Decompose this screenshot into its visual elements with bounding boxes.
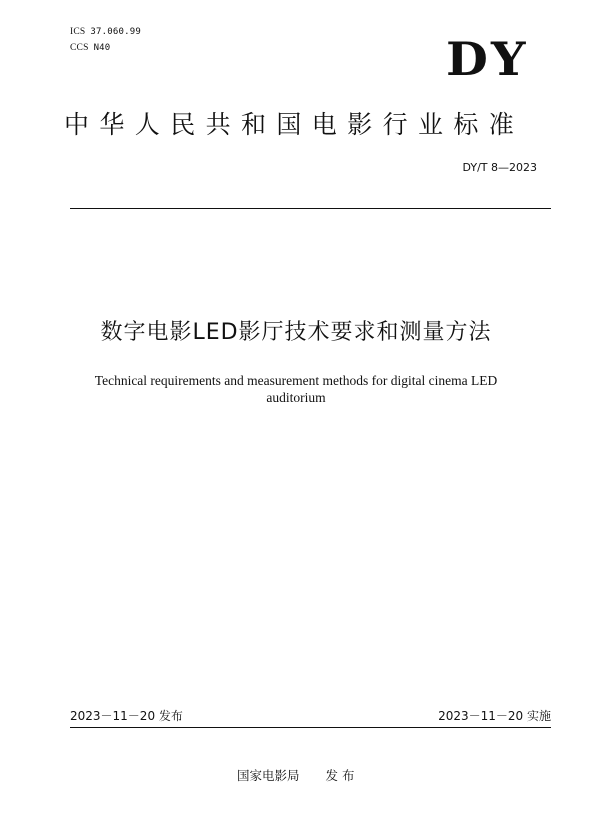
ccs-label: CCS [70, 43, 89, 53]
publish-word: 发 布 [325, 768, 355, 783]
top-divider [70, 208, 551, 209]
title-en-line-2: auditorium [266, 390, 326, 405]
ccs-value: N40 [93, 43, 111, 53]
document-title-en [0, 372, 592, 406]
title-en-line-1: Technical requirements and measurement methods for digital cinema LED [94, 373, 498, 388]
standard-category-title: 中华人民共和国电影行业标准 [64, 110, 525, 139]
ics-code [70, 27, 141, 37]
bottom-divider [70, 727, 551, 728]
standard-number: DY/T 8—2023 [462, 161, 537, 174]
ics-label: ICS [70, 27, 86, 37]
dy-logo: DY [446, 32, 529, 86]
publisher-name: 国家电影局 [237, 768, 300, 783]
issue-date: 2023－11－20 发布 [70, 709, 183, 723]
ccs-code [70, 43, 110, 53]
ics-value: 37.060.99 [90, 27, 141, 37]
publisher-line [237, 766, 355, 784]
document-title-cn: 数字电影LED影厅技术要求和测量方法 [100, 320, 492, 345]
implementation-date: 2023－11－20 实施 [438, 709, 551, 723]
